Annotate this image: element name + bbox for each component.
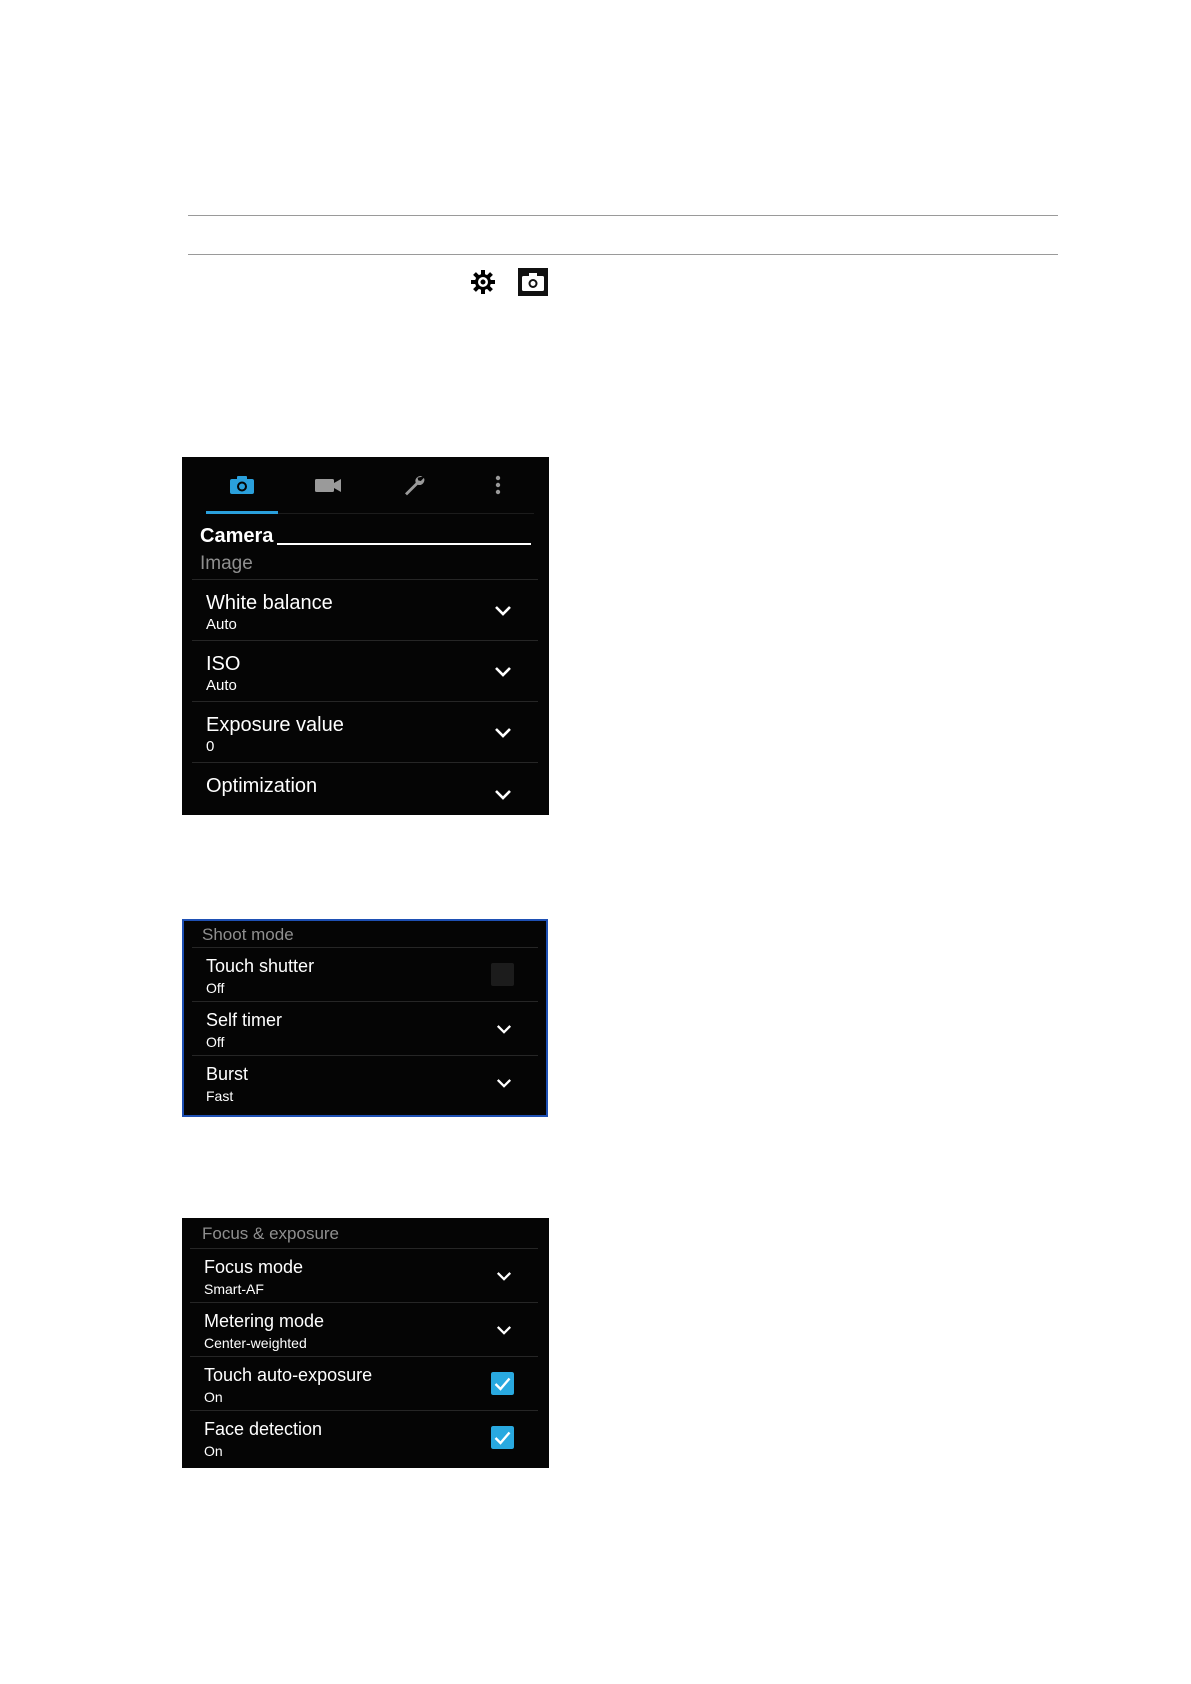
setting-value: Fast xyxy=(206,1088,234,1104)
setting-row-touch-auto-exposure[interactable] xyxy=(190,1356,538,1411)
doc-icon-row xyxy=(470,268,548,296)
chevron-down-icon[interactable] xyxy=(496,1325,512,1336)
section-label-shoot-mode: Shoot mode xyxy=(202,925,294,944)
camera-settings-panel xyxy=(182,457,549,815)
section-label-focus-exposure: Focus & exposure xyxy=(202,1224,340,1243)
setting-row-iso[interactable] xyxy=(192,640,538,702)
chevron-down-icon[interactable] xyxy=(494,666,512,678)
tab-video[interactable] xyxy=(292,457,364,513)
tab-more[interactable] xyxy=(462,457,534,513)
setting-row-focus-mode[interactable] xyxy=(190,1248,538,1303)
camera-heading-underline xyxy=(277,543,531,545)
touch-shutter-checkbox[interactable] xyxy=(491,963,514,986)
setting-title: Focus mode xyxy=(204,1257,304,1277)
wrench-icon xyxy=(402,473,426,497)
setting-title: White balance xyxy=(206,592,333,614)
setting-value: Auto xyxy=(206,616,237,633)
focus-exposure-panel xyxy=(182,1218,549,1468)
setting-row-white-balance[interactable] xyxy=(192,579,538,641)
face-detection-checkbox[interactable] xyxy=(491,1426,514,1449)
setting-title: Touch auto-exposure xyxy=(204,1365,373,1385)
setting-row-optimization[interactable] xyxy=(192,762,538,815)
setting-value: Off xyxy=(206,1034,225,1050)
setting-row-metering-mode[interactable] xyxy=(190,1302,538,1357)
gear-icon xyxy=(470,269,496,295)
setting-title: Burst xyxy=(206,1064,249,1084)
setting-row-self-timer[interactable] xyxy=(192,1001,538,1056)
setting-title: ISO xyxy=(206,653,241,675)
more-vertical-icon xyxy=(495,475,501,495)
chevron-down-icon[interactable] xyxy=(496,1078,512,1089)
setting-title: Exposure value xyxy=(206,714,344,736)
bottom-rule xyxy=(188,254,1058,255)
chevron-down-icon[interactable] xyxy=(496,1271,512,1282)
section-label-image: Image xyxy=(200,553,253,574)
setting-value: Center-weighted xyxy=(204,1335,307,1351)
setting-row-exposure-value[interactable] xyxy=(192,701,538,763)
tab-tools[interactable] xyxy=(378,457,450,513)
camera-heading xyxy=(200,519,531,547)
camera-icon xyxy=(229,475,255,495)
setting-value: On xyxy=(204,1389,223,1405)
setting-title: Self timer xyxy=(206,1010,283,1030)
top-rule xyxy=(188,215,1058,216)
chevron-down-icon[interactable] xyxy=(494,727,512,739)
chevron-down-icon[interactable] xyxy=(494,789,512,801)
settings-tabs xyxy=(206,457,534,514)
setting-row-face-detection[interactable] xyxy=(190,1410,538,1467)
setting-row-touch-shutter[interactable] xyxy=(192,947,538,1002)
setting-title: Face detection xyxy=(204,1419,323,1439)
touch-auto-exposure-checkbox[interactable] xyxy=(491,1372,514,1395)
chevron-down-icon[interactable] xyxy=(496,1024,512,1035)
setting-value: On xyxy=(204,1443,223,1459)
camera-heading-title: Camera xyxy=(200,525,274,547)
setting-value: Off xyxy=(206,980,225,996)
shoot-mode-panel xyxy=(182,919,548,1117)
setting-row-burst[interactable] xyxy=(192,1055,538,1110)
camera-icon xyxy=(518,268,548,296)
setting-title: Metering mode xyxy=(204,1311,325,1331)
setting-title: Touch shutter xyxy=(206,956,315,976)
video-camera-icon xyxy=(314,477,342,493)
chevron-down-icon[interactable] xyxy=(494,605,512,617)
setting-title: Optimization xyxy=(206,775,318,797)
setting-value: 0 xyxy=(206,738,215,755)
tab-camera[interactable] xyxy=(206,457,278,513)
setting-value: Auto xyxy=(206,677,237,694)
setting-value: Smart-AF xyxy=(204,1281,264,1297)
